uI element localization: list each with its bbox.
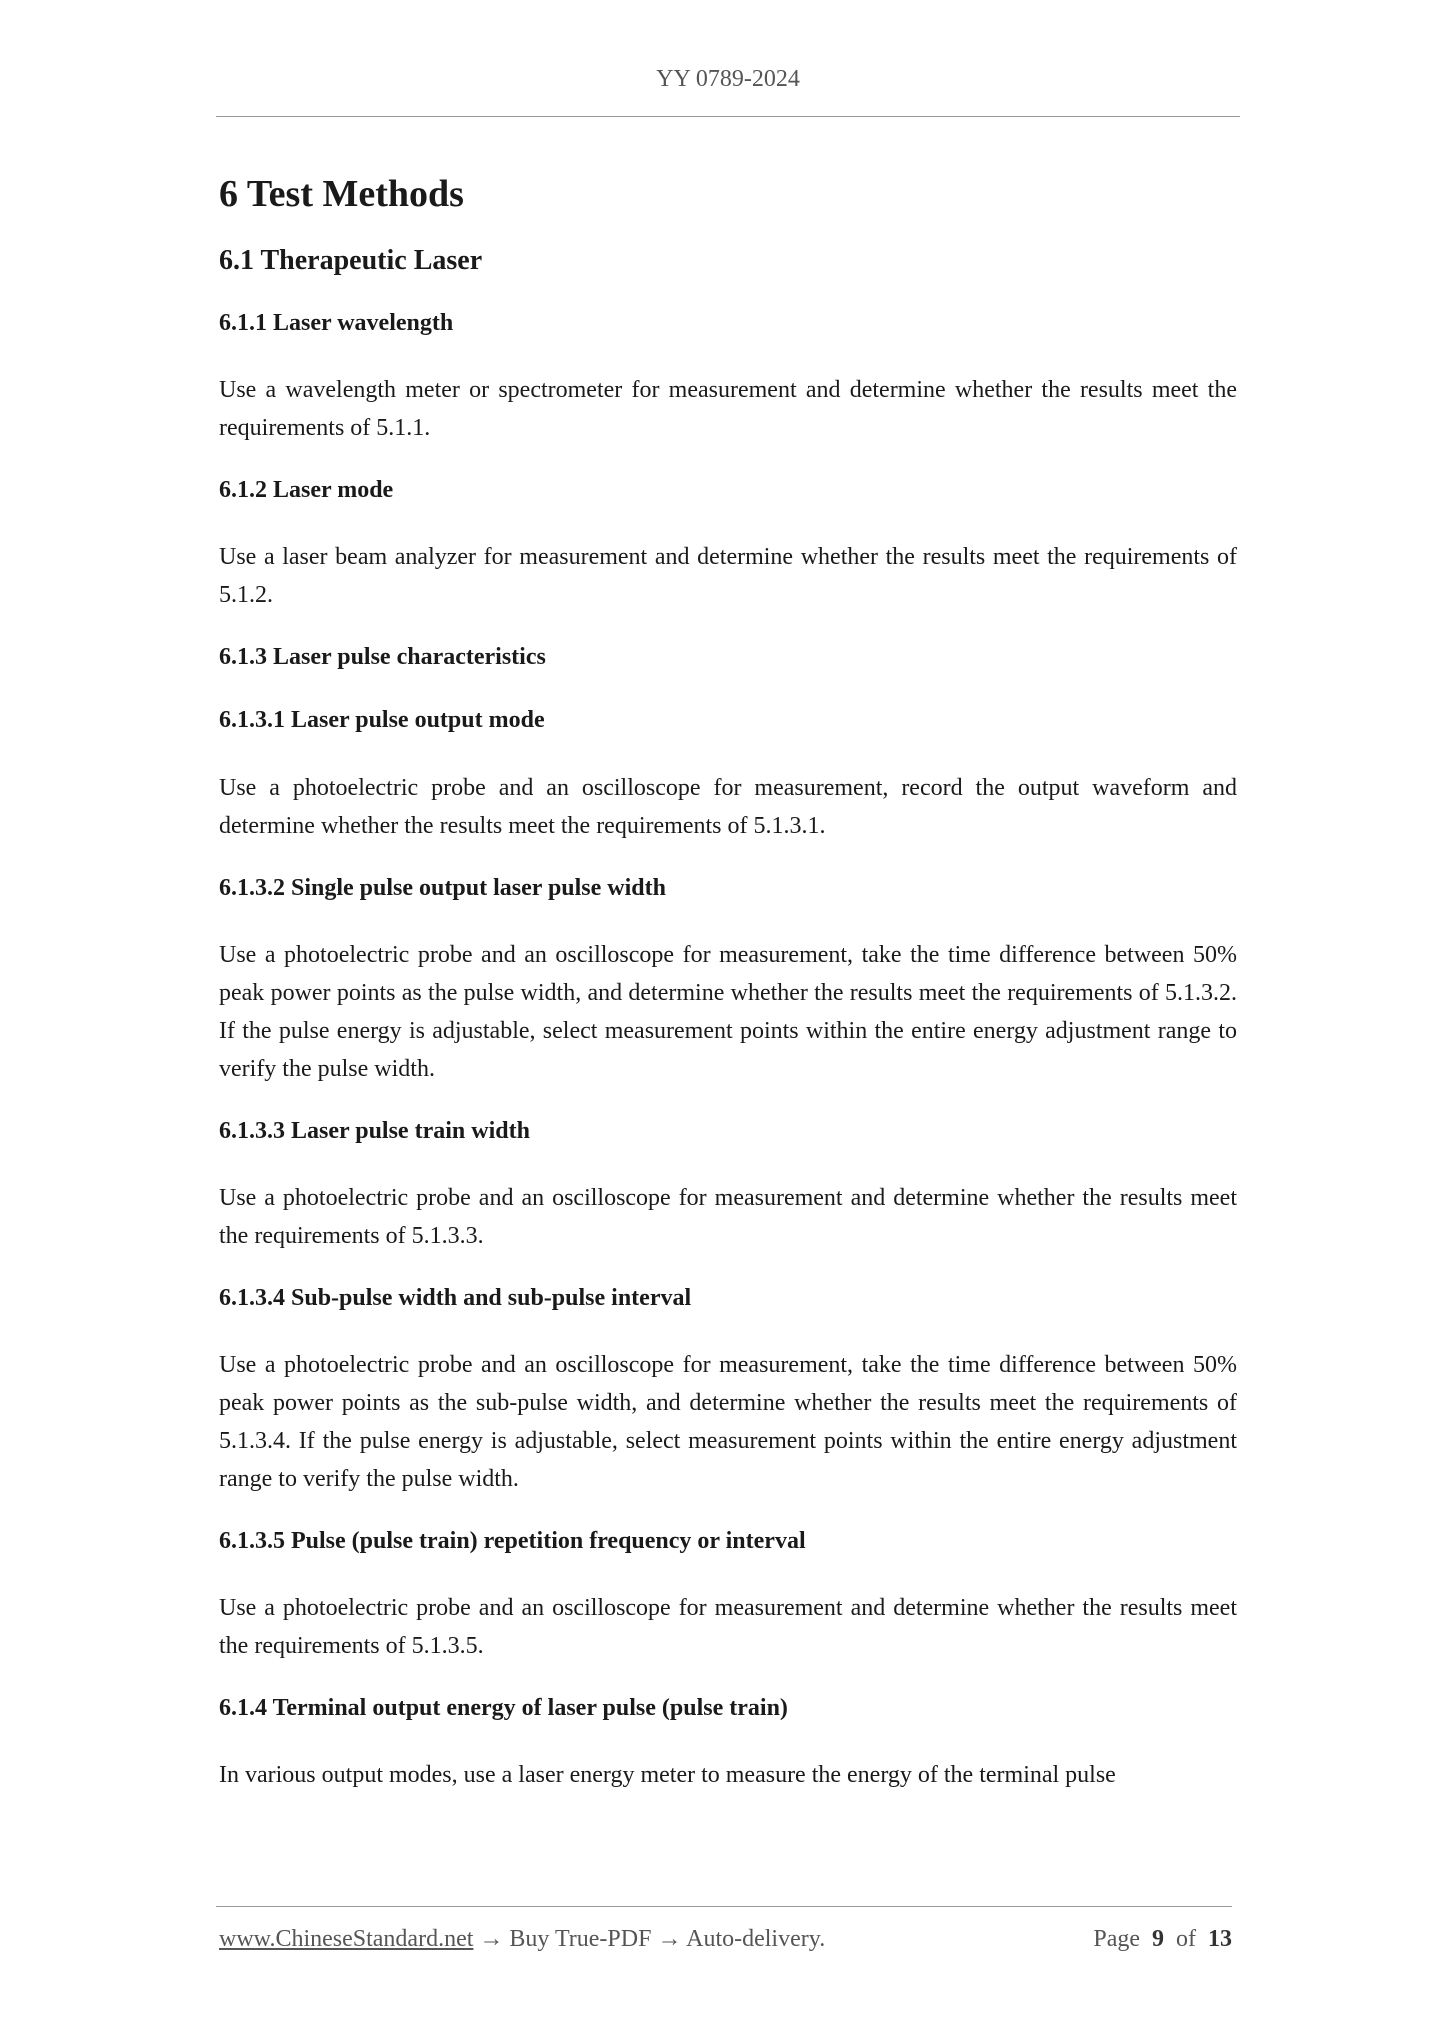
footer-divider <box>216 1906 1232 1907</box>
paragraph-6-1-3-1: Use a photoelectric probe and an oscilloscope for measurement, record the output waveform and determine whether the results meet the requirements of 5.1.3.1. <box>219 774 1237 839</box>
footer-tagline: → Buy True-PDF → Auto-delivery. <box>473 1926 826 1952</box>
page-of: of <box>1176 1926 1196 1952</box>
paragraph-6-1-3-2: Use a photoelectric probe and an oscilloscope for measurement, take the time difference between 50% peak power points as the pulse width, and determine whether the results meet the requirements of 5.1.3.2. If the pulse energy is adjustable, select measurement points within the entire energy adjustment range to verify the pulse width. <box>219 941 1237 1082</box>
paragraph-6-1-3-4: Use a photoelectric probe and an oscilloscope for measurement, take the time difference between 50% peak power points as the sub-pulse width, and determine whether the results meet the requirements of 5.1.3.4. If the pulse energy is adjustable, select measurement points within the entire energy adjustment range to verify the pulse width. <box>219 1352 1237 1493</box>
heading-6-1: 6.1 Therapeutic Laser <box>219 245 483 277</box>
heading-6-1-2: 6.1.2 Laser mode <box>219 476 394 503</box>
document-id: YY 0789-2024 <box>656 66 800 92</box>
heading-6-1-3-4: 6.1.3.4 Sub-pulse width and sub-pulse interval <box>219 1284 692 1311</box>
page-content <box>219 170 1237 1822</box>
page-label: Page <box>1093 1926 1140 1952</box>
heading-6-1-3: 6.1.3 Laser pulse characteristics <box>219 644 546 671</box>
page-header <box>216 66 1240 93</box>
paragraph-6-1-3-5: Use a photoelectric probe and an oscilloscope for measurement and determine whether the results meet the requirements of 5.1.3.5. <box>219 1595 1237 1660</box>
heading-6-1-4: 6.1.4 Terminal output energy of laser pulse (pulse train) <box>219 1695 788 1722</box>
heading-6-1-3-5: 6.1.3.5 Pulse (pulse train) repetition frequency or interval <box>219 1528 806 1555</box>
heading-6-1-3-3: 6.1.3.3 Laser pulse train width <box>219 1117 530 1144</box>
heading-6-1-3-2: 6.1.3.2 Single pulse output laser pulse width <box>219 874 666 901</box>
page-total: 13 <box>1208 1926 1232 1952</box>
paragraph-6-1-4: In various output modes, use a laser energy meter to measure the energy of the terminal pulse <box>219 1762 1116 1789</box>
heading-6-1-1: 6.1.1 Laser wavelength <box>219 309 454 336</box>
paragraph-6-1-2: Use a laser beam analyzer for measurement and determine whether the results meet the requirements of 5.1.2. <box>219 544 1237 609</box>
page-footer <box>219 1926 1232 1953</box>
paragraph-6-1-3-3: Use a photoelectric probe and an oscilloscope for measurement and determine whether the results meet the requirements of 5.1.3.3. <box>219 1184 1237 1249</box>
paragraph-6-1-1: Use a wavelength meter or spectrometer for measurement and determine whether the results meet the requirements of 5.1.1. <box>219 376 1237 441</box>
page-current: 9 <box>1152 1926 1164 1952</box>
page-number <box>1093 1926 1232 1953</box>
heading-6-1-3-1: 6.1.3.1 Laser pulse output mode <box>219 707 545 734</box>
website-link[interactable]: www.ChineseStandard.net <box>219 1926 474 1952</box>
section-title: 6 Test Methods <box>219 173 464 215</box>
footer-promo <box>219 1926 825 1953</box>
header-divider <box>216 116 1240 117</box>
